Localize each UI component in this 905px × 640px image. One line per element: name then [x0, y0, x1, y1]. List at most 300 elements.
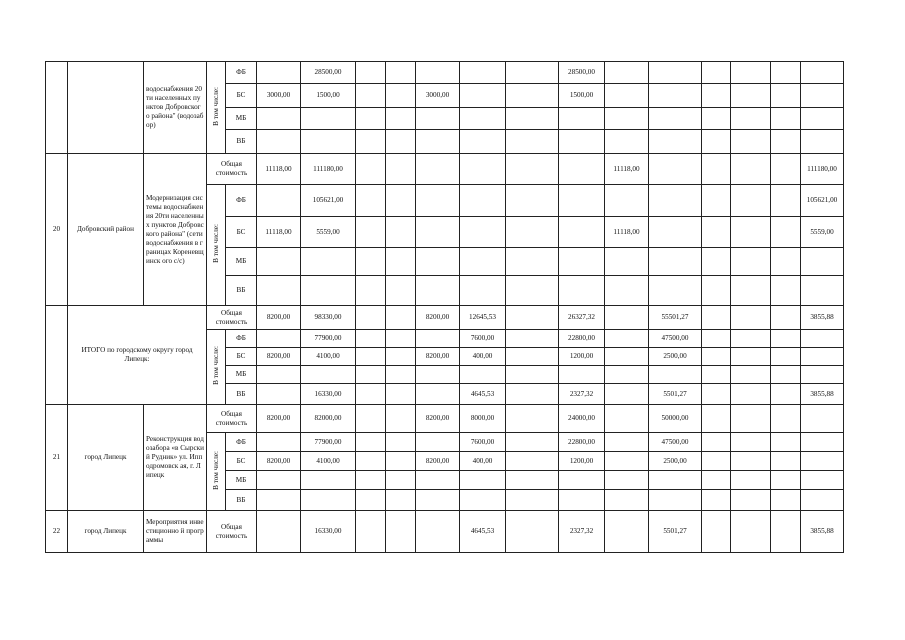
- value-cell: [460, 185, 506, 217]
- value-cell: [356, 154, 386, 185]
- value-cell: 2327,32: [559, 384, 605, 405]
- value-cell: [702, 366, 731, 384]
- value-cell: [731, 130, 771, 154]
- value-cell: [301, 366, 356, 384]
- value-cell: [702, 276, 731, 306]
- value-cell: [356, 511, 386, 553]
- value-cell: [605, 330, 649, 348]
- value-cell: [771, 405, 801, 433]
- value-cell: [356, 366, 386, 384]
- value-cell: [771, 185, 801, 217]
- value-cell: [771, 84, 801, 108]
- value-cell: [460, 62, 506, 84]
- value-cell: 4100,00: [301, 452, 356, 471]
- value-cell: [356, 306, 386, 330]
- value-cell: 7600,00: [460, 330, 506, 348]
- value-cell: [460, 130, 506, 154]
- value-cell: [506, 185, 559, 217]
- value-cell: [702, 84, 731, 108]
- value-cell: [506, 154, 559, 185]
- value-cell: 28500,00: [301, 62, 356, 84]
- value-cell: [386, 276, 416, 306]
- value-cell: [386, 306, 416, 330]
- value-cell: [559, 154, 605, 185]
- in-total-vertical-label: В том числе:: [207, 330, 226, 405]
- value-cell: [386, 62, 416, 84]
- value-cell: [702, 306, 731, 330]
- value-cell: [605, 452, 649, 471]
- value-cell: [605, 471, 649, 490]
- value-cell: [771, 108, 801, 130]
- value-cell: [731, 433, 771, 452]
- value-cell: [731, 511, 771, 553]
- total-label: ИТОГО по городскому округу город Липецк:: [68, 306, 207, 405]
- value-cell: [386, 248, 416, 276]
- value-cell: [416, 108, 460, 130]
- value-cell: 16330,00: [301, 384, 356, 405]
- value-cell: [605, 84, 649, 108]
- value-cell: [416, 154, 460, 185]
- value-cell: [506, 366, 559, 384]
- value-cell: [257, 433, 301, 452]
- value-cell: [356, 217, 386, 248]
- value-cell: [460, 490, 506, 511]
- value-cell: [356, 84, 386, 108]
- source-label-mb: МБ: [226, 471, 257, 490]
- value-cell: [702, 348, 731, 366]
- value-cell: 47500,00: [649, 433, 702, 452]
- value-cell: [356, 330, 386, 348]
- value-cell: [257, 330, 301, 348]
- value-cell: 26327,32: [559, 306, 605, 330]
- value-cell: [506, 433, 559, 452]
- value-cell: 22800,00: [559, 330, 605, 348]
- value-cell: 3855,88: [801, 511, 844, 553]
- value-cell: [771, 366, 801, 384]
- value-cell: [301, 471, 356, 490]
- value-cell: [702, 185, 731, 217]
- value-cell: 16330,00: [301, 511, 356, 553]
- value-cell: [702, 217, 731, 248]
- value-cell: 98330,00: [301, 306, 356, 330]
- value-cell: [386, 154, 416, 185]
- value-cell: [801, 433, 844, 452]
- value-cell: 8000,00: [460, 405, 506, 433]
- source-label-fb: ФБ: [226, 62, 257, 84]
- district-cell: город Липецк: [68, 511, 144, 553]
- value-cell: 22800,00: [559, 433, 605, 452]
- value-cell: [386, 330, 416, 348]
- value-cell: 8200,00: [257, 452, 301, 471]
- value-cell: 8200,00: [416, 452, 460, 471]
- value-cell: 1200,00: [559, 348, 605, 366]
- value-cell: [386, 108, 416, 130]
- value-cell: 8200,00: [416, 306, 460, 330]
- value-cell: [702, 405, 731, 433]
- source-label-fb: ФБ: [226, 330, 257, 348]
- object-description: Модернизация системы водоснабжения 20ти населенных пунктов Добровского района" (сети водоснабжения в границах Кореневщинск ого с/с): [144, 154, 207, 306]
- value-cell: [416, 511, 460, 553]
- value-cell: [771, 306, 801, 330]
- value-cell: [386, 185, 416, 217]
- value-cell: [559, 471, 605, 490]
- district-cell: Добровский район: [68, 154, 144, 306]
- value-cell: [649, 276, 702, 306]
- value-cell: [731, 490, 771, 511]
- value-cell: [771, 452, 801, 471]
- value-cell: [649, 84, 702, 108]
- value-cell: [416, 185, 460, 217]
- value-cell: [257, 384, 301, 405]
- value-cell: 8200,00: [257, 306, 301, 330]
- value-cell: [605, 130, 649, 154]
- value-cell: [559, 130, 605, 154]
- value-cell: [702, 433, 731, 452]
- value-cell: 2500,00: [649, 348, 702, 366]
- value-cell: 105621,00: [301, 185, 356, 217]
- in-total-vertical-label: В том числе:: [207, 433, 226, 511]
- value-cell: [731, 185, 771, 217]
- value-cell: [506, 330, 559, 348]
- value-cell: [771, 433, 801, 452]
- value-cell: [416, 471, 460, 490]
- value-cell: [702, 384, 731, 405]
- value-cell: [416, 384, 460, 405]
- value-cell: [416, 248, 460, 276]
- value-cell: [731, 366, 771, 384]
- value-cell: [649, 471, 702, 490]
- value-cell: [801, 276, 844, 306]
- value-cell: [771, 511, 801, 553]
- value-cell: [257, 108, 301, 130]
- value-cell: 400,00: [460, 452, 506, 471]
- row-number-cell: 20: [46, 154, 68, 306]
- value-cell: [356, 276, 386, 306]
- value-cell: [605, 405, 649, 433]
- value-cell: [771, 276, 801, 306]
- value-cell: [605, 306, 649, 330]
- value-cell: [506, 84, 559, 108]
- value-cell: [649, 185, 702, 217]
- value-cell: [771, 154, 801, 185]
- value-cell: 8200,00: [257, 348, 301, 366]
- value-cell: [506, 62, 559, 84]
- value-cell: [731, 452, 771, 471]
- value-cell: [356, 471, 386, 490]
- value-cell: [416, 330, 460, 348]
- table-row: [46, 62, 844, 84]
- value-cell: 8200,00: [416, 348, 460, 366]
- value-cell: [649, 108, 702, 130]
- value-cell: [559, 366, 605, 384]
- value-cell: 5559,00: [301, 217, 356, 248]
- value-cell: [771, 348, 801, 366]
- value-cell: [386, 433, 416, 452]
- source-label-vb: ВБ: [226, 130, 257, 154]
- value-cell: [605, 511, 649, 553]
- total-cost-label: Общая стоимость: [207, 511, 257, 553]
- value-cell: [506, 511, 559, 553]
- value-cell: 77900,00: [301, 433, 356, 452]
- table-body: [46, 62, 844, 553]
- value-cell: [386, 217, 416, 248]
- value-cell: [731, 248, 771, 276]
- value-cell: [460, 366, 506, 384]
- value-cell: 2500,00: [649, 452, 702, 471]
- value-cell: [605, 62, 649, 84]
- value-cell: [356, 248, 386, 276]
- value-cell: 3000,00: [257, 84, 301, 108]
- value-cell: [460, 84, 506, 108]
- value-cell: [386, 366, 416, 384]
- value-cell: 28500,00: [559, 62, 605, 84]
- value-cell: [649, 62, 702, 84]
- total-cost-label: Общая стоимость: [207, 306, 257, 330]
- value-cell: [506, 452, 559, 471]
- value-cell: [506, 130, 559, 154]
- value-cell: [416, 366, 460, 384]
- value-cell: 400,00: [460, 348, 506, 366]
- value-cell: 5559,00: [801, 217, 844, 248]
- value-cell: 4645,53: [460, 384, 506, 405]
- value-cell: [771, 490, 801, 511]
- value-cell: 12645,53: [460, 306, 506, 330]
- value-cell: [386, 384, 416, 405]
- value-cell: [416, 62, 460, 84]
- source-label-mb: МБ: [226, 366, 257, 384]
- value-cell: [386, 511, 416, 553]
- value-cell: [506, 217, 559, 248]
- value-cell: [506, 348, 559, 366]
- value-cell: [605, 108, 649, 130]
- value-cell: [605, 433, 649, 452]
- value-cell: [605, 276, 649, 306]
- value-cell: [356, 405, 386, 433]
- district-cell: [68, 62, 144, 154]
- value-cell: [649, 154, 702, 185]
- value-cell: [771, 217, 801, 248]
- value-cell: [771, 248, 801, 276]
- value-cell: [506, 306, 559, 330]
- table-row: [46, 154, 844, 185]
- value-cell: 8200,00: [416, 405, 460, 433]
- value-cell: [801, 490, 844, 511]
- row-number-cell: 21: [46, 405, 68, 511]
- value-cell: [506, 108, 559, 130]
- value-cell: [801, 452, 844, 471]
- value-cell: [771, 471, 801, 490]
- value-cell: [801, 405, 844, 433]
- value-cell: [257, 276, 301, 306]
- value-cell: [257, 62, 301, 84]
- value-cell: [506, 248, 559, 276]
- value-cell: 111180,00: [801, 154, 844, 185]
- value-cell: [559, 108, 605, 130]
- value-cell: 4100,00: [301, 348, 356, 366]
- value-cell: 4645,53: [460, 511, 506, 553]
- value-cell: [356, 130, 386, 154]
- value-cell: [257, 130, 301, 154]
- value-cell: [731, 348, 771, 366]
- value-cell: 24000,00: [559, 405, 605, 433]
- source-label-bs: БС: [226, 217, 257, 248]
- value-cell: [649, 248, 702, 276]
- district-cell: город Липецк: [68, 405, 144, 511]
- value-cell: 5501,27: [649, 384, 702, 405]
- value-cell: [605, 185, 649, 217]
- value-cell: [257, 471, 301, 490]
- value-cell: [731, 384, 771, 405]
- value-cell: [702, 511, 731, 553]
- value-cell: [460, 108, 506, 130]
- value-cell: [702, 248, 731, 276]
- value-cell: [771, 384, 801, 405]
- value-cell: [356, 185, 386, 217]
- value-cell: [702, 62, 731, 84]
- table-row: [46, 511, 844, 553]
- value-cell: [771, 62, 801, 84]
- value-cell: [257, 185, 301, 217]
- value-cell: [460, 471, 506, 490]
- value-cell: [605, 384, 649, 405]
- value-cell: [416, 490, 460, 511]
- source-label-vb: ВБ: [226, 384, 257, 405]
- value-cell: [801, 366, 844, 384]
- value-cell: [356, 62, 386, 84]
- value-cell: 50000,00: [649, 405, 702, 433]
- value-cell: [702, 490, 731, 511]
- value-cell: 3855,88: [801, 306, 844, 330]
- value-cell: [702, 452, 731, 471]
- value-cell: [731, 62, 771, 84]
- source-label-vb: ВБ: [226, 276, 257, 306]
- value-cell: [801, 248, 844, 276]
- source-label-mb: МБ: [226, 108, 257, 130]
- value-cell: 1500,00: [301, 84, 356, 108]
- value-cell: [801, 108, 844, 130]
- value-cell: [801, 84, 844, 108]
- value-cell: [801, 130, 844, 154]
- value-cell: 1500,00: [559, 84, 605, 108]
- value-cell: [506, 490, 559, 511]
- value-cell: [801, 348, 844, 366]
- value-cell: [257, 490, 301, 511]
- value-cell: 111180,00: [301, 154, 356, 185]
- value-cell: [356, 433, 386, 452]
- table-row: [46, 405, 844, 433]
- value-cell: [605, 248, 649, 276]
- value-cell: [356, 490, 386, 511]
- source-label-fb: ФБ: [226, 433, 257, 452]
- source-label-bs: БС: [226, 348, 257, 366]
- row-number-cell: [46, 306, 68, 405]
- value-cell: 105621,00: [801, 185, 844, 217]
- value-cell: [731, 330, 771, 348]
- value-cell: 3855,88: [801, 384, 844, 405]
- total-cost-label: Общая стоимость: [207, 154, 257, 185]
- value-cell: 3000,00: [416, 84, 460, 108]
- value-cell: [386, 405, 416, 433]
- value-cell: [460, 248, 506, 276]
- value-cell: [771, 330, 801, 348]
- value-cell: [506, 384, 559, 405]
- value-cell: 47500,00: [649, 330, 702, 348]
- value-cell: [301, 248, 356, 276]
- value-cell: [702, 471, 731, 490]
- value-cell: 11118,00: [257, 154, 301, 185]
- value-cell: [301, 108, 356, 130]
- value-cell: [386, 490, 416, 511]
- value-cell: [356, 384, 386, 405]
- value-cell: 82000,00: [301, 405, 356, 433]
- value-cell: [460, 276, 506, 306]
- value-cell: [356, 348, 386, 366]
- value-cell: [731, 405, 771, 433]
- source-label-bs: БС: [226, 84, 257, 108]
- row-number-cell: 22: [46, 511, 68, 553]
- value-cell: [605, 348, 649, 366]
- value-cell: [801, 330, 844, 348]
- value-cell: [301, 130, 356, 154]
- object-description: Реконструкция водозабора «в Сырский Рудник» ул. Ипподромовск ая, г. Липецк: [144, 405, 207, 511]
- value-cell: [702, 330, 731, 348]
- value-cell: [702, 130, 731, 154]
- value-cell: 8200,00: [257, 405, 301, 433]
- value-cell: [649, 366, 702, 384]
- value-cell: [731, 84, 771, 108]
- value-cell: 11118,00: [605, 154, 649, 185]
- value-cell: [702, 108, 731, 130]
- funding-table: [45, 61, 844, 553]
- value-cell: [356, 108, 386, 130]
- value-cell: [559, 490, 605, 511]
- value-cell: 11118,00: [605, 217, 649, 248]
- value-cell: [416, 276, 460, 306]
- value-cell: [257, 248, 301, 276]
- value-cell: [731, 108, 771, 130]
- source-label-bs: БС: [226, 452, 257, 471]
- value-cell: 5501,27: [649, 511, 702, 553]
- value-cell: [301, 490, 356, 511]
- value-cell: [559, 185, 605, 217]
- value-cell: 11118,00: [257, 217, 301, 248]
- value-cell: [386, 130, 416, 154]
- value-cell: [257, 366, 301, 384]
- value-cell: [702, 154, 731, 185]
- source-label-vb: ВБ: [226, 490, 257, 511]
- value-cell: [460, 217, 506, 248]
- value-cell: [356, 452, 386, 471]
- value-cell: [257, 511, 301, 553]
- value-cell: 7600,00: [460, 433, 506, 452]
- value-cell: [559, 276, 605, 306]
- value-cell: [416, 217, 460, 248]
- source-label-mb: МБ: [226, 248, 257, 276]
- table-row: [46, 306, 844, 330]
- value-cell: 77900,00: [301, 330, 356, 348]
- value-cell: [386, 471, 416, 490]
- value-cell: [506, 471, 559, 490]
- value-cell: [801, 62, 844, 84]
- value-cell: [731, 217, 771, 248]
- source-label-fb: ФБ: [226, 185, 257, 217]
- value-cell: [649, 217, 702, 248]
- value-cell: [386, 84, 416, 108]
- value-cell: [605, 366, 649, 384]
- value-cell: [731, 154, 771, 185]
- in-total-vertical-label: В том числе:: [207, 185, 226, 306]
- value-cell: [559, 248, 605, 276]
